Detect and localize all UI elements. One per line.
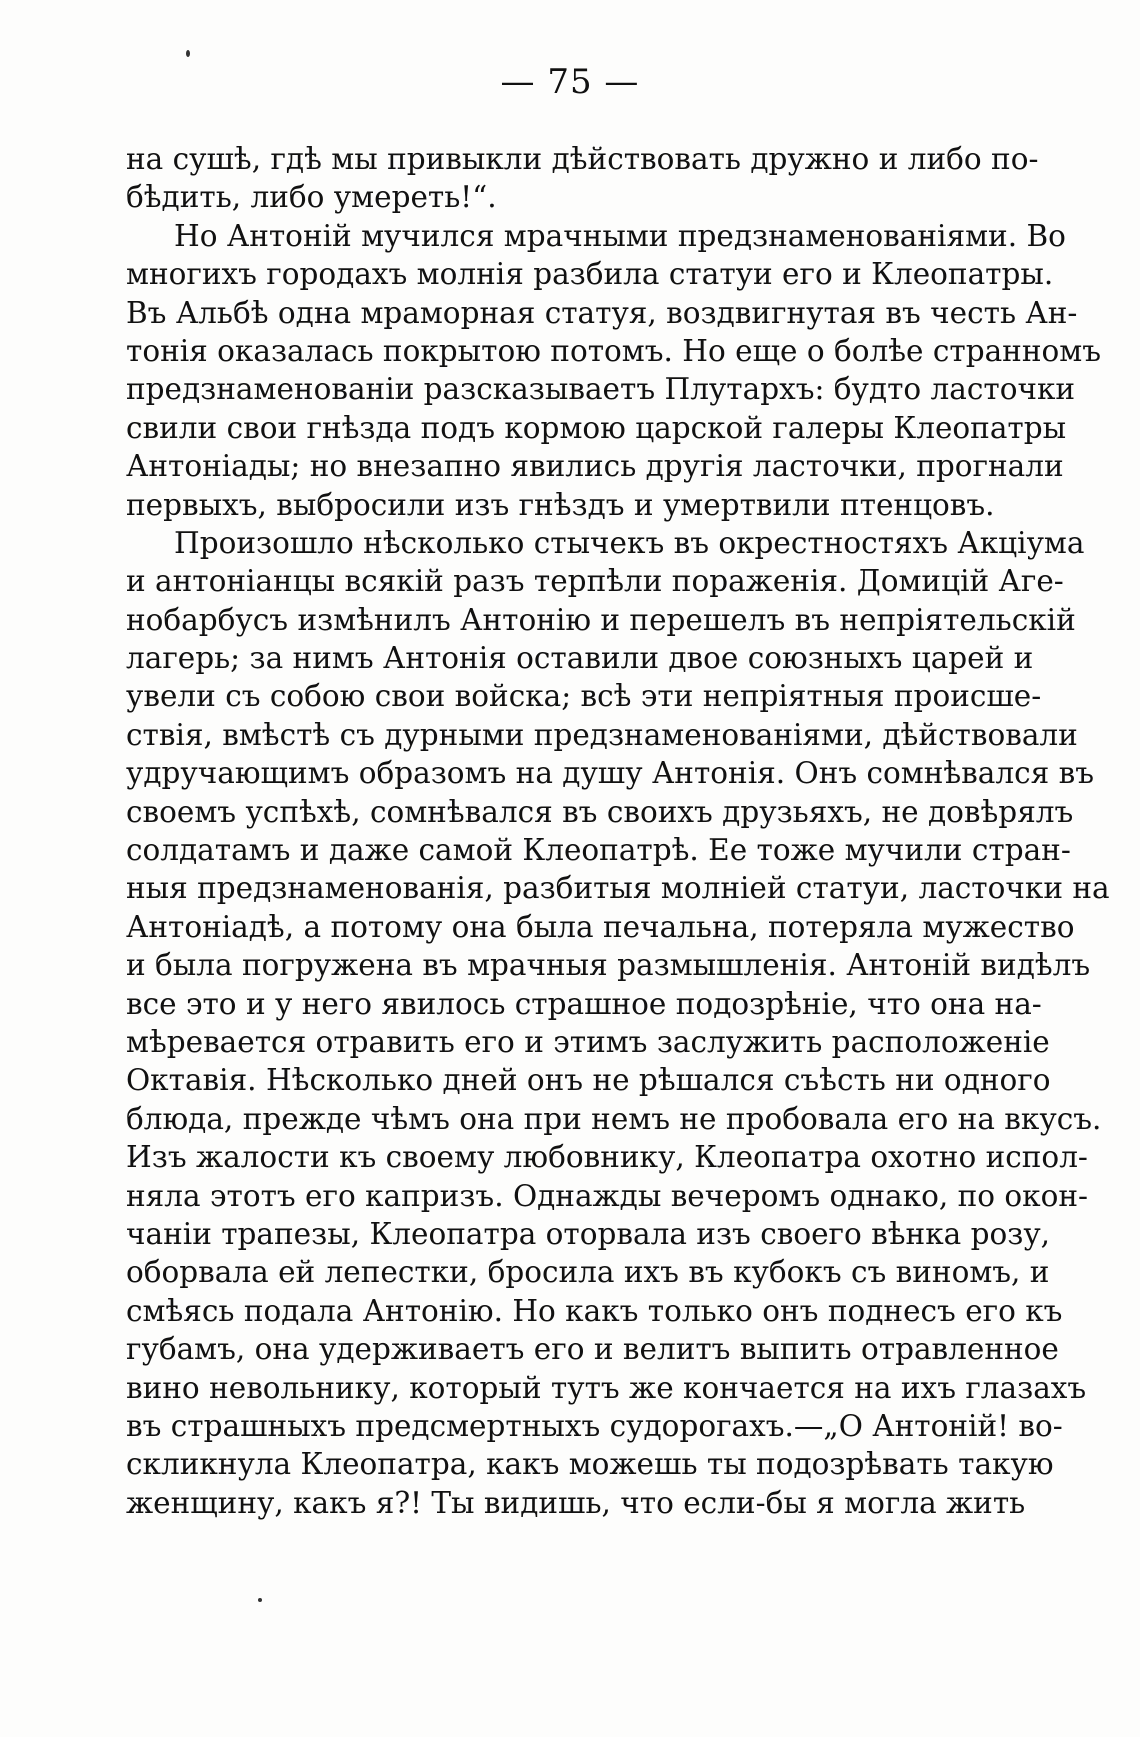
text-line: чаніи трапезы, Клеопатра оторвала изъ своего вѣнка розу,: [126, 1216, 1051, 1251]
text-line: оборвала ей лепестки, бросила ихъ въ кубокъ съ виномъ, и: [126, 1255, 1050, 1290]
text-line: солдатамъ и даже самой Клеопатрѣ. Ее тоже мучили стран-: [126, 833, 1071, 868]
text-line: Антоніады; но внезапно явились другія ласточки, прогнали: [126, 449, 1064, 484]
ink-speck: [186, 50, 190, 57]
text-line: предзнаменованіи разсказываетъ Плутархъ: будто ласточки: [126, 372, 1076, 407]
text-line: удручающимъ образомъ на душу Антонія. Онъ сомнѣвался въ: [126, 756, 1094, 791]
text-line: мѣревается отравить его и этимъ заслужить расположеніе: [126, 1024, 1050, 1059]
text-line: нобарбусъ измѣнилъ Антонію и перешелъ въ непріятельскій: [126, 602, 1076, 637]
text-line: вино невольнику, который тутъ же кончается на ихъ глазахъ: [126, 1370, 1087, 1405]
text-line: въ страшныхъ предсмертныхъ судорогахъ.—„О Антоній! во-: [126, 1408, 1063, 1443]
text-line: няла этотъ его капризъ. Однажды вечеромъ однако, по окон-: [126, 1178, 1088, 1213]
text-line: многихъ городахъ молнія разбила статуи его и Клеопатры.: [126, 257, 1054, 292]
text-line: свили свои гнѣзда подъ кормою царской галеры Клеопатры: [126, 410, 1067, 445]
text-line: женщину, какъ я?! Ты видишь, что если-бы я могла жить: [126, 1485, 1026, 1520]
text-line: Антоніадѣ, а потому она была печальна, потеряла мужество: [126, 909, 1075, 944]
paragraph-first-line: Произошло нѣсколько стычекъ въ окрестностяхъ Акціума: [174, 525, 1085, 560]
text-line: увели съ собою свои войска; всѣ эти непріятныя происше-: [126, 679, 1042, 714]
text-line: смѣясь подала Антонію. Но какъ только онъ поднесъ его къ: [126, 1293, 1063, 1328]
page-number: — 75 —: [500, 62, 640, 102]
text-line: Октавія. Нѣсколько дней онъ не рѣшался съѣсть ни одного: [126, 1063, 1051, 1098]
text-line: и антоніанцы всякій разъ терпѣли пораженія. Домицій Аге-: [126, 564, 1064, 599]
text-line: первыхъ, выбросили изъ гнѣздъ и умертвили птенцовъ.: [126, 487, 995, 522]
text-line: бѣдить, либо умереть!“.: [126, 180, 497, 215]
text-line: своемъ успѣхѣ, сомнѣвался въ своихъ друзьяхъ, не довѣрялъ: [126, 794, 1074, 829]
text-line: на сушѣ, гдѣ мы привыкли дѣйствовать дружно и либо по-: [126, 142, 1039, 176]
text-line: и была погружена въ мрачныя размышленія. Антоній видѣлъ: [126, 948, 1091, 983]
text-line: лагерь; за нимъ Антонія оставили двое союзныхъ царей и: [126, 641, 1034, 676]
ink-speck: [258, 1598, 262, 1602]
text-line: блюда, прежде чѣмъ она при немъ не пробовала его на вкусъ.: [126, 1101, 1102, 1136]
text-line: все это и у него явилось страшное подозрѣніе, что она на-: [126, 986, 1042, 1021]
paragraph-first-line: Но Антоній мучился мрачными предзнаменованіями. Во: [174, 218, 1066, 253]
text-line: губамъ, она удерживаетъ его и велитъ выпить отравленное: [126, 1332, 1059, 1367]
text-line: Въ Альбѣ одна мраморная статуя, воздвигнутая въ честь Ан-: [126, 295, 1078, 330]
text-line: ствія, вмѣстѣ съ дурными предзнаменованіями, дѣйствовали: [126, 717, 1078, 752]
text-line: скликнула Клеопатра, какъ можешь ты подозрѣвать такую: [126, 1447, 1054, 1482]
text-line: тонія оказалась покрытою потомъ. Но еще о болѣе странномъ: [126, 333, 1101, 368]
body-text: [126, 140, 1110, 1522]
text-line: Изъ жалости къ своему любовнику, Клеопатра охотно испол-: [126, 1140, 1088, 1175]
text-line: ныя предзнаменованія, разбитыя молніей статуи, ласточки на: [126, 871, 1110, 906]
